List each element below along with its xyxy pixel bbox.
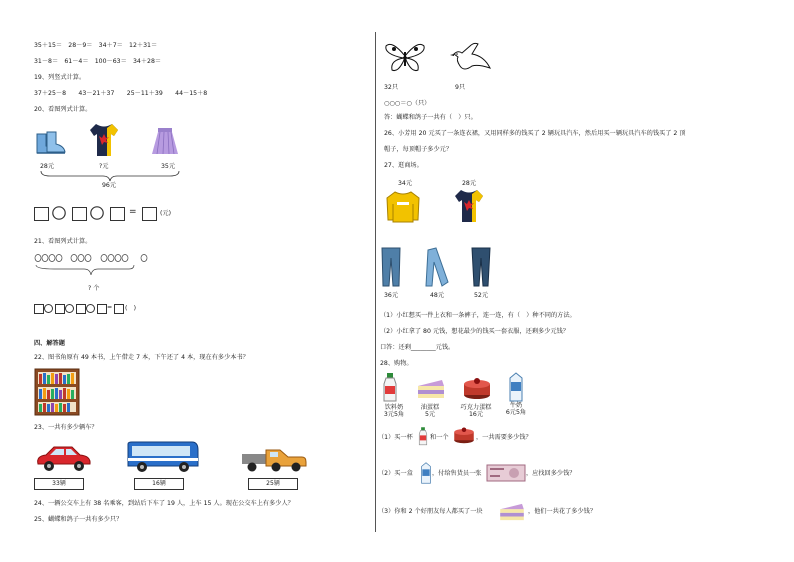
price-shoes: 28元 — [40, 163, 55, 170]
question-26-line-2: 帽子，每顶帽子多少元？ — [384, 146, 453, 153]
answer-box[interactable] — [34, 207, 49, 221]
butterfly-icon — [384, 40, 426, 74]
cake-slice-icon — [416, 378, 446, 400]
price-shirt: ?元 — [99, 163, 109, 170]
question-28-1-part-c: ，一共需要多少钱？ — [476, 434, 532, 441]
question-28-3-part-a: （3）你和 2 个好朋友每人都买了一块 — [378, 508, 483, 515]
question-27-answer: 口答：还剩________元钱。 — [380, 344, 455, 351]
truck-icon — [240, 444, 308, 474]
question-28-1-part-a: （1）买一杯 — [378, 434, 413, 441]
answer-box[interactable] — [142, 207, 157, 221]
red-car-icon — [34, 444, 94, 474]
question-28: 28、购物。 — [380, 360, 413, 367]
bus-icon — [126, 440, 200, 474]
price-top-2: 28元 — [462, 180, 477, 187]
price-top-1: 34元 — [398, 180, 413, 187]
item-name-chocolate-cake: 巧克力蛋糕 — [460, 404, 492, 411]
formula-template: ○○○＝○（只） — [384, 100, 431, 107]
question-26-line-1: 26、小芳用 20 元买了一条连衣裙，又用同样多的钱买了 2 辆玩具汽车，然后用买一辆玩具汽车的钱买了 2 顶 — [384, 130, 686, 137]
question-22: 22、图书角原有 49 本书，上午借走 7 本，下午还了 4 本，现在有多少本书？ — [34, 354, 249, 361]
answer-box[interactable] — [72, 207, 87, 221]
jeans-icon — [470, 246, 492, 288]
question-27-2: （2）小红拿了 80 元钱，想花最少的钱买一套衣服，还剩多少元钱？ — [380, 328, 569, 335]
item-price-cake: 5元 — [424, 411, 436, 418]
answer-box[interactable] — [55, 304, 65, 314]
operator-circle[interactable] — [90, 206, 104, 220]
skirt-icon — [150, 126, 180, 158]
item-name-cake: 油蛋糕 — [420, 404, 440, 411]
tshirt-icon — [452, 188, 486, 224]
banknote-icon — [486, 464, 526, 482]
question-21: 21、看图列式计算。 — [34, 238, 92, 245]
answer-box[interactable] — [97, 304, 107, 314]
question-28-2-part-b: ，付给售货员一张 — [432, 470, 482, 477]
operator-circle[interactable] — [65, 304, 74, 313]
drink-bottle-icon — [418, 426, 428, 446]
equals-sign: = — [129, 207, 137, 217]
operator-circle[interactable] — [86, 304, 95, 313]
label-buses: 16辆 — [134, 478, 184, 490]
dove-icon — [448, 42, 492, 76]
price-skirt: 35元 — [161, 163, 176, 170]
question-23: 23、一共有多少辆车？ — [34, 424, 98, 431]
question-19: 19、列竖式计算。 — [34, 74, 86, 81]
answer-box[interactable] — [76, 304, 86, 314]
question-28-1-part-b: 和一个 — [430, 434, 449, 441]
unit-yuan: (元) — [160, 210, 172, 217]
milk-carton-icon — [508, 372, 524, 402]
item-price-chocolate-cake: 16元 — [468, 411, 484, 418]
label-cars: 33辆 — [34, 478, 84, 490]
balloons-illustration — [34, 252, 154, 284]
question-20: 20、看图列式计算。 — [34, 106, 92, 113]
unit-blank: ( ) — [125, 305, 137, 312]
price-pants-1: 36元 — [384, 292, 399, 299]
item-price-drink: 3元5角 — [383, 411, 405, 418]
question-27: 27、逛商场。 — [384, 162, 423, 169]
cake-slice-icon — [498, 502, 526, 522]
chocolate-cake-icon — [462, 376, 492, 400]
butterfly-count: 32只 — [384, 84, 399, 91]
jeans-icon — [424, 246, 450, 288]
calc-row-1: 35＋15＝ 28－9＝ 34＋7＝ 12＋31＝ — [34, 42, 158, 49]
item-name-drink: 饮料奶 — [384, 404, 404, 411]
sweater-icon — [385, 190, 421, 224]
question-28-2-part-a: （2）买一盒 — [378, 470, 413, 477]
operator-circle[interactable] — [44, 304, 53, 313]
item-name-milk: 牛奶 — [509, 402, 523, 409]
total-brace — [40, 170, 180, 182]
section-4-heading: 四、解答题 — [34, 340, 65, 347]
answer-box[interactable] — [34, 304, 44, 314]
answer-box[interactable] — [114, 304, 124, 314]
column-divider — [375, 32, 376, 532]
answer-box[interactable] — [110, 207, 125, 221]
question-28-2-part-c: ，应找回多少钱？ — [526, 470, 576, 477]
bookshelf-icon — [34, 368, 80, 416]
dove-count: 9只 — [455, 84, 466, 91]
price-pants-3: 52元 — [474, 292, 489, 299]
unknown-count: ? 个 — [88, 285, 100, 292]
tshirt-icon — [88, 122, 120, 158]
total-price: 96元 — [102, 182, 117, 189]
milk-carton-icon — [420, 462, 432, 484]
operator-circle[interactable] — [52, 206, 66, 220]
price-pants-2: 48元 — [430, 292, 445, 299]
question-19-items: 37＋25－8 43－21＋37 25－11＋39 44－15＋8 — [34, 90, 208, 97]
drink-bottle-icon — [382, 372, 398, 402]
item-price-milk: 6元5角 — [505, 409, 527, 416]
calc-row-2: 31－8＝ 61－4＝ 100－63＝ 34＋28＝ — [34, 58, 162, 65]
question-25: 25、蝴蝶和鸽子一共有多少只？ — [34, 516, 123, 523]
answer-line: 答：蝴蝶和鸽子一共有（ ）只。 — [384, 114, 477, 121]
question-28-3-part-b: ，他们一共花了多少钱？ — [528, 508, 597, 515]
question-27-1: （1）小红想买一件上衣和一条裤子，连一连，有（ ）种不同的方法。 — [380, 312, 576, 319]
equals-sign: = — [107, 304, 113, 311]
jeans-icon — [380, 246, 402, 288]
label-trucks: 25辆 — [248, 478, 298, 490]
shoes-icon — [34, 130, 66, 158]
question-24: 24、一辆公交车上有 38 名乘客，到站后下车了 19 人，上车 15 人。现在公交车上有多少人？ — [34, 500, 294, 507]
chocolate-cake-icon — [452, 426, 476, 444]
